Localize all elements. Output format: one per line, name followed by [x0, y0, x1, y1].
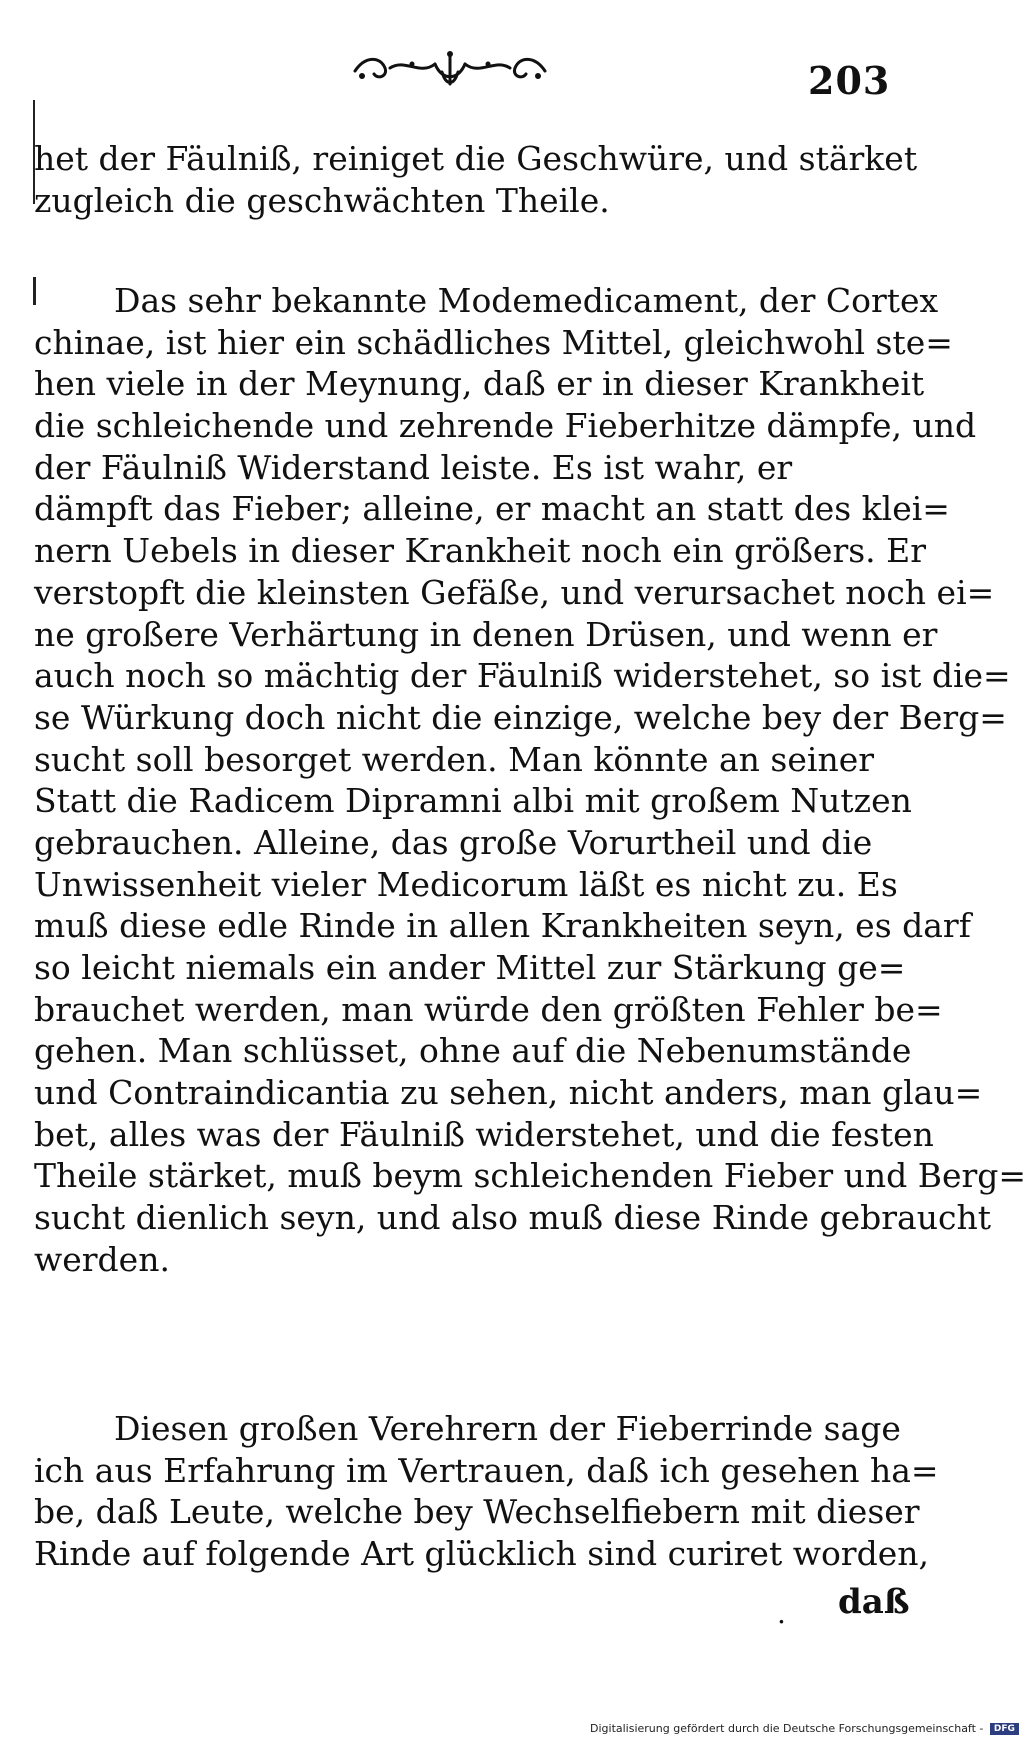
text-line: Statt die Radicem Dipramni albi mit großem Nutzen	[34, 781, 912, 821]
text-line: gehen. Man schlüsset, ohne auf die Nebenumstände	[34, 1031, 912, 1071]
text-line: die schleichende und zehrende Fieberhitze dämpfe, und	[34, 406, 977, 446]
text-line: dämpft das Fieber; alleine, er macht an statt des klei=	[34, 489, 950, 529]
text-line: so leicht niemals ein ander Mittel zur Stärkung ge=	[34, 948, 906, 987]
text-line: zugleich die geschwächten Theile.	[34, 180, 610, 220]
text-line: Theile stärket, muß beym schleichenden Fieber und Berg=	[34, 1156, 1026, 1196]
page-number: 203	[808, 58, 891, 103]
catchword: daß	[838, 1582, 910, 1622]
text-line: se Würkung doch nicht die einzige, welche bey der Berg=	[34, 697, 1007, 737]
text-line: brauchet werden, man würde den größten Fehler be=	[34, 989, 943, 1029]
text-line: und Contraindicantia zu sehen, nicht anders, man glau=	[34, 1073, 983, 1113]
text-line: Diesen großen Verehrern der Fieberrinde sage	[114, 1409, 901, 1448]
paragraph-2	[34, 280, 1026, 1281]
digitization-footer	[590, 1722, 1019, 1735]
text-line: ich aus Erfahrung im Vertrauen, daß ich gesehen ha=	[34, 1450, 939, 1490]
text-line: verstopft die kleinsten Gefäße, und verursachet noch ei=	[34, 572, 995, 612]
text-line: bet, alles was der Fäulniß widerstehet, und die festen	[34, 1114, 934, 1154]
text-line: auch noch so mächtig der Fäulniß widerstehet, so ist die=	[34, 656, 1011, 696]
footer-text: Digitalisierung gefördert durch die Deutsche Forschungsgemeinschaft -	[590, 1722, 984, 1735]
dfg-logo: DFG	[990, 1723, 1019, 1735]
text-line: be, daß Leute, welche bey Wechselfiebern mit dieser	[34, 1492, 920, 1532]
catchword-dot: .	[777, 1597, 786, 1630]
ornament-vignette-icon	[350, 46, 550, 96]
text-line: chinae, ist hier ein schädliches Mittel, gleichwohl ste=	[34, 322, 953, 362]
text-line: het der Fäulniß, reiniget die Geschwüre, und stärket	[34, 139, 918, 178]
text-line: sucht dienlich seyn, und also muß diese Rinde gebraucht	[34, 1198, 991, 1238]
text-line: Unwissenheit vieler Medicorum läßt es nicht zu. Es	[34, 864, 898, 904]
text-line: gebrauchen. Alleine, das große Vorurtheil und die	[34, 822, 873, 862]
text-line: sucht soll besorget werden. Man könnte an seiner	[34, 739, 875, 779]
text-line: nern Uebels in dieser Krankheit noch ein größers. Er	[34, 531, 927, 571]
text-line: Das sehr bekannte Modemedicament, der Cortex	[114, 281, 939, 320]
paragraph-1	[34, 138, 918, 221]
text-line: hen viele in der Meynung, daß er in dieser Krankheit	[34, 364, 925, 404]
text-line: der Fäulniß Widerstand leiste. Es ist wahr, er	[34, 447, 793, 487]
text-line: Rinde auf folgende Art glücklich sind curiret worden,	[34, 1534, 929, 1574]
paragraph-3	[34, 1408, 939, 1575]
text-line: muß diese edle Rinde in allen Krankheiten seyn, es darf	[34, 906, 971, 946]
text-line: werden.	[34, 1239, 170, 1279]
text-line: ne großere Verhärtung in denen Drüsen, und wenn er	[34, 614, 938, 654]
